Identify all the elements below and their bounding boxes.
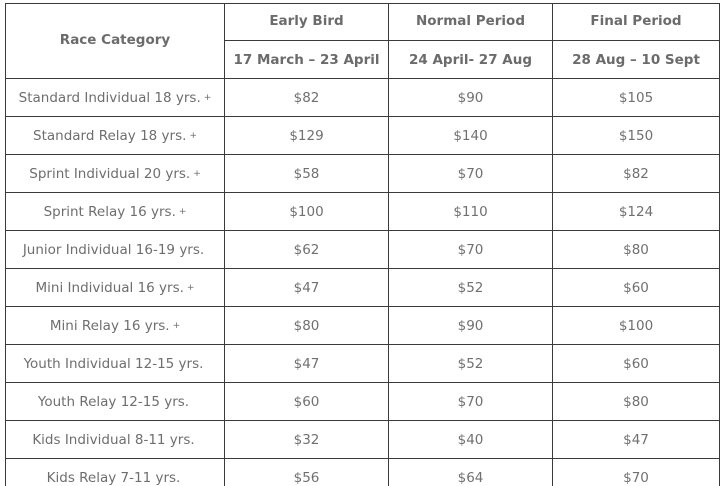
normal-period-price: $140 [389,117,553,155]
normal-period-price: $70 [389,383,553,421]
early-bird-price: $80 [225,307,389,345]
table-row [6,193,720,231]
early-bird-price: $56 [225,459,389,486]
race-category-label: Sprint Individual 20 yrs. [29,165,191,182]
race-category-cell [6,345,225,383]
table-row [6,231,720,269]
plus-marker: + [178,206,187,217]
table-row [6,459,720,486]
normal-period-price: $90 [389,79,553,117]
normal-period-price: $70 [389,231,553,269]
race-category-cell [6,459,225,486]
normal-period-price: $70 [389,155,553,193]
early-bird-price: $47 [225,345,389,383]
header-early-bird-dates: 17 March – 23 April [225,41,389,79]
race-category-cell [6,231,225,269]
table-row [6,79,720,117]
final-period-price: $60 [553,269,720,307]
race-pricing-table [5,3,720,486]
final-period-price: $70 [553,459,720,486]
early-bird-price: $58 [225,155,389,193]
race-category-cell [6,155,225,193]
race-category-label: Standard Individual 18 yrs. [18,89,201,106]
early-bird-price: $60 [225,383,389,421]
race-category-cell [6,117,225,155]
table-row [6,345,720,383]
table-row [6,155,720,193]
plus-marker: + [172,320,181,331]
race-category-cell [6,269,225,307]
final-period-price: $80 [553,231,720,269]
table-row [6,117,720,155]
normal-period-price: $52 [389,269,553,307]
race-category-cell [6,383,225,421]
final-period-price: $47 [553,421,720,459]
header-normal-period-dates: 24 April- 27 Aug [389,41,553,79]
race-category-label: Youth Relay 12-15 yrs. [37,393,190,410]
race-category-label: Mini Relay 16 yrs. [49,317,170,334]
final-period-price: $150 [553,117,720,155]
header-normal-period: Normal Period [389,4,553,41]
table-row [6,421,720,459]
table-row [6,269,720,307]
final-period-price: $80 [553,383,720,421]
final-period-price: $60 [553,345,720,383]
plus-marker: + [186,282,195,293]
final-period-price: $100 [553,307,720,345]
race-category-cell [6,193,225,231]
early-bird-price: $47 [225,269,389,307]
early-bird-price: $100 [225,193,389,231]
plus-marker: + [189,130,197,141]
race-category-label: Youth Individual 12-15 yrs. [23,355,204,372]
early-bird-price: $62 [225,231,389,269]
final-period-price: $82 [553,155,720,193]
early-bird-price: $129 [225,117,389,155]
race-category-label: Kids Relay 7-11 yrs. [46,469,181,486]
race-category-label: Mini Individual 16 yrs. [35,279,184,296]
race-category-label: Kids Individual 8-11 yrs. [32,431,195,448]
early-bird-price: $32 [225,421,389,459]
table-row [6,383,720,421]
header-final-period: Final Period [553,4,720,41]
race-category-cell [6,421,225,459]
race-category-cell [6,307,225,345]
header-race-category: Race Category [6,4,225,79]
header-final-period-dates: 28 Aug – 10 Sept [553,41,720,79]
race-category-label: Junior Individual 16-19 yrs. [22,241,205,258]
normal-period-price: $40 [389,421,553,459]
plus-marker: + [203,92,212,103]
race-category-label: Sprint Relay 16 yrs. [43,203,176,220]
race-category-label: Standard Relay 18 yrs. [33,127,187,144]
header-early-bird: Early Bird [225,4,389,41]
normal-period-price: $110 [389,193,553,231]
normal-period-price: $52 [389,345,553,383]
early-bird-price: $82 [225,79,389,117]
header-row-periods [6,4,720,41]
normal-period-price: $64 [389,459,553,486]
normal-period-price: $90 [389,307,553,345]
table-row [6,307,720,345]
plus-marker: + [193,168,201,179]
final-period-price: $105 [553,79,720,117]
race-category-cell [6,79,225,117]
final-period-price: $124 [553,193,720,231]
